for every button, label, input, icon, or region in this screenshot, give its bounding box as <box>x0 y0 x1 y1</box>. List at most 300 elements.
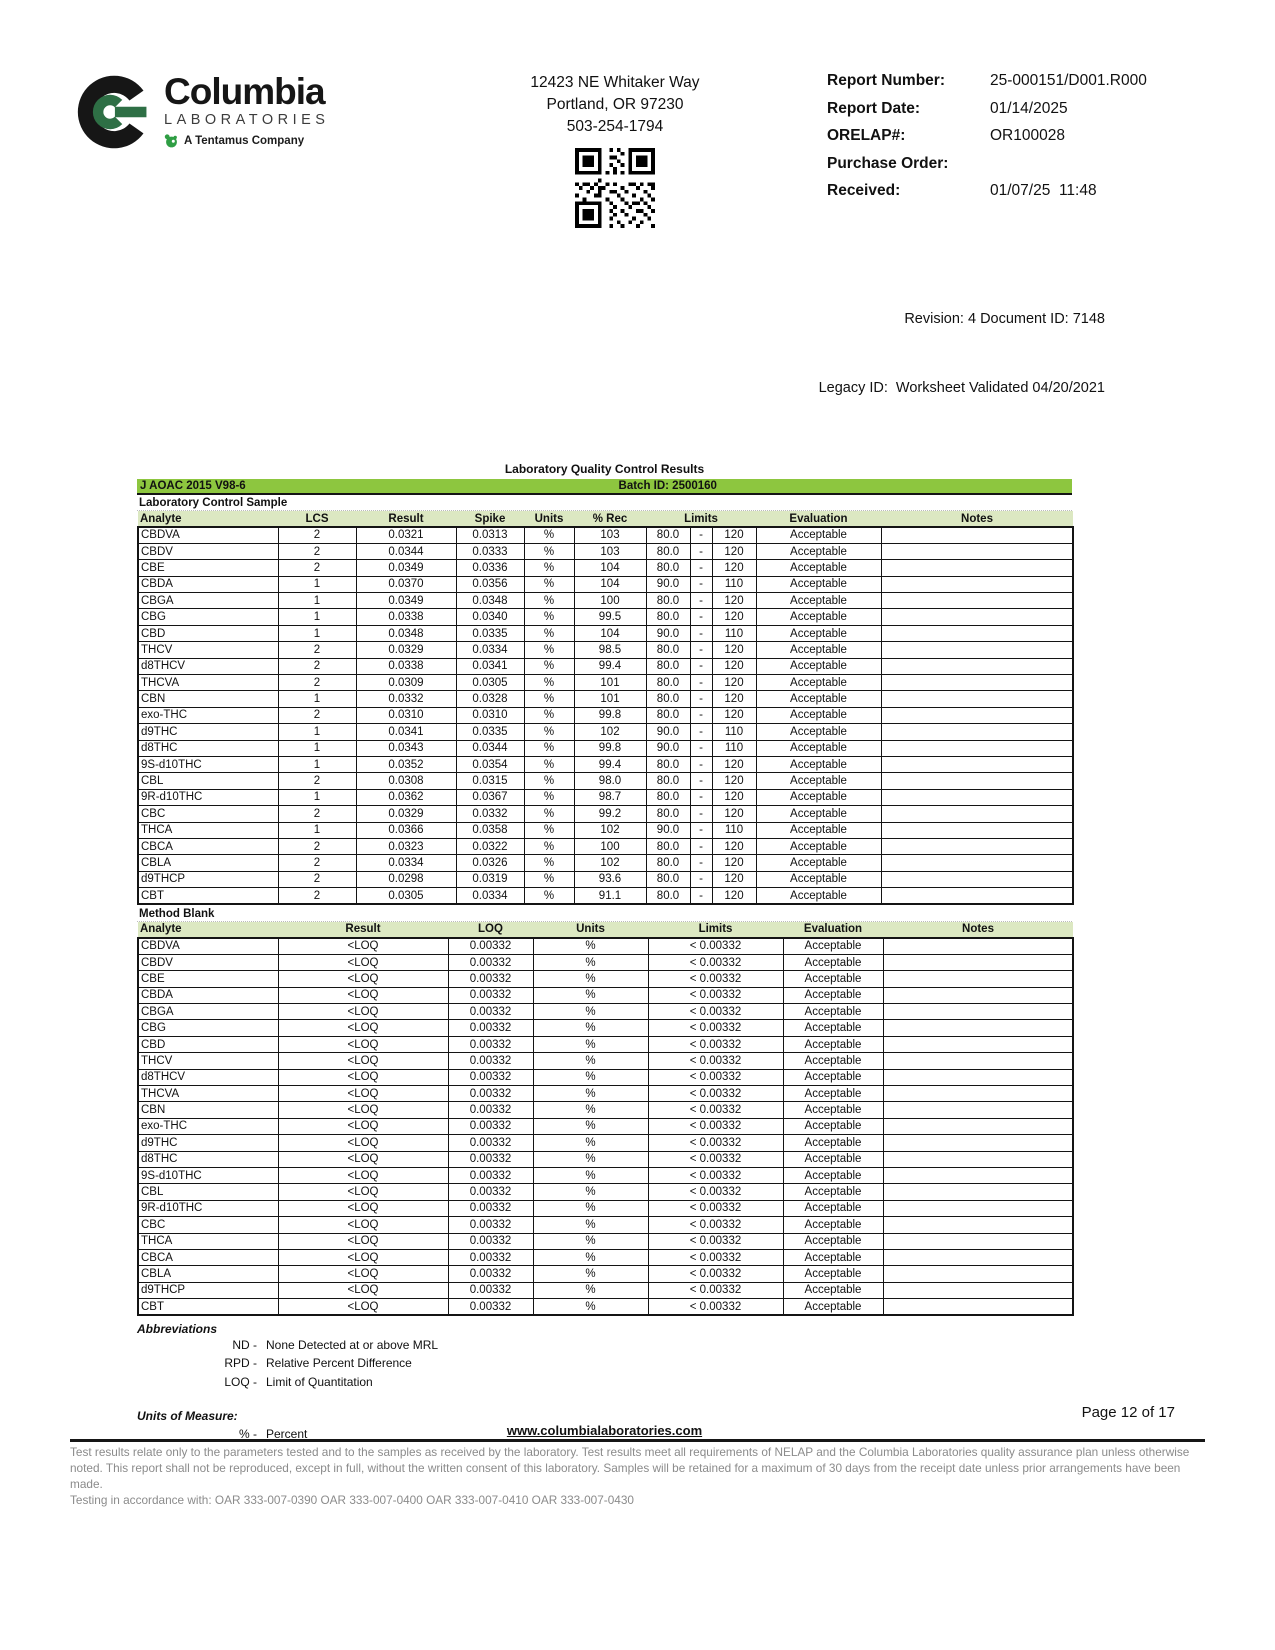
table-cell: < 0.00332 <box>648 1020 783 1036</box>
col-result: Result <box>278 922 448 938</box>
table-cell: % <box>524 789 574 805</box>
col-units: Units <box>533 922 648 938</box>
table-cell <box>883 1004 1073 1020</box>
table-cell: 0.0305 <box>456 675 524 691</box>
table-cell: Acceptable <box>783 1020 883 1036</box>
table-cell: 0.0298 <box>356 871 456 887</box>
table-cell: CBC <box>138 806 278 822</box>
table-cell: - <box>690 625 712 641</box>
table-cell: 9R-d10THC <box>138 1200 278 1216</box>
table-cell: 93.6 <box>574 871 646 887</box>
table-row <box>138 1069 1073 1085</box>
table-cell <box>883 1282 1073 1298</box>
table-cell: % <box>533 1217 648 1233</box>
table-cell: 80.0 <box>646 642 690 658</box>
table-cell: 9S-d10THC <box>138 756 278 772</box>
table-cell: - <box>690 576 712 592</box>
table-cell: 0.0334 <box>356 855 456 871</box>
table-cell <box>881 773 1073 789</box>
table-cell: 101 <box>574 691 646 707</box>
logo-brand: Columbia <box>164 71 325 112</box>
table-cell: % <box>533 1282 648 1298</box>
table-cell: 0.0319 <box>456 871 524 887</box>
table-row <box>138 1249 1073 1265</box>
table-cell: % <box>524 773 574 789</box>
table-cell: 110 <box>712 822 756 838</box>
footer-rule <box>70 1439 1205 1442</box>
table-cell: % <box>533 1020 648 1036</box>
table-cell: 0.0349 <box>356 593 456 609</box>
logo-text <box>164 66 329 148</box>
table-cell: THCA <box>138 822 278 838</box>
table-cell: 2 <box>278 675 356 691</box>
table-cell: Acceptable <box>783 1086 883 1102</box>
col-result: Result <box>356 511 456 527</box>
table-cell: 0.0338 <box>356 658 456 674</box>
table-cell: CBG <box>138 609 278 625</box>
table-cell: - <box>690 806 712 822</box>
table-cell: <LOQ <box>278 1233 448 1249</box>
table-cell <box>881 724 1073 740</box>
table-cell: % <box>524 806 574 822</box>
qc-title: Laboratory Quality Control Results <box>504 462 705 476</box>
table-cell: 0.0310 <box>456 707 524 723</box>
table-cell: 80.0 <box>646 888 690 904</box>
table-cell: Acceptable <box>756 756 881 772</box>
table-cell: Acceptable <box>783 954 883 970</box>
table-row <box>138 1004 1073 1020</box>
table-cell: <LOQ <box>278 1266 448 1282</box>
abbreviation-item <box>137 1354 1205 1373</box>
table-cell: 0.00332 <box>448 1200 533 1216</box>
table-cell: Acceptable <box>756 789 881 805</box>
table-cell: <LOQ <box>278 971 448 987</box>
table-cell: < 0.00332 <box>648 954 783 970</box>
batch-id: Batch ID: 2500160 <box>618 480 717 492</box>
report-info <box>815 66 1205 210</box>
col-notes: Notes <box>881 511 1073 527</box>
report-date-value: 01/14/2025 <box>990 99 1068 117</box>
table-cell: CBD <box>138 1036 278 1052</box>
table-cell <box>881 609 1073 625</box>
table-cell: < 0.00332 <box>648 1217 783 1233</box>
table-cell: 0.0329 <box>356 806 456 822</box>
table-cell: % <box>524 871 574 887</box>
table-cell: 80.0 <box>646 560 690 576</box>
table-cell: 120 <box>712 609 756 625</box>
table-cell: % <box>533 1200 648 1216</box>
table-cell: 2 <box>278 560 356 576</box>
table-cell: 0.00332 <box>448 954 533 970</box>
lcs-section-title: Laboratory Control Sample <box>137 495 1072 511</box>
table-cell: - <box>690 756 712 772</box>
table-cell <box>883 1151 1073 1167</box>
table-cell: 0.0341 <box>356 724 456 740</box>
table-cell: 80.0 <box>646 658 690 674</box>
table-cell: % <box>524 756 574 772</box>
table-cell: % <box>524 888 574 904</box>
table-cell: <LOQ <box>278 1299 448 1315</box>
table-cell: Acceptable <box>756 724 881 740</box>
table-cell: 1 <box>278 724 356 740</box>
table-cell <box>883 1020 1073 1036</box>
table-cell: 0.0341 <box>456 658 524 674</box>
table-cell: 100 <box>574 593 646 609</box>
table-row <box>138 871 1073 887</box>
report-info-row <box>827 100 1205 118</box>
legacy-line: Legacy ID: Worksheet Validated 04/20/2021 <box>818 380 1105 396</box>
table-cell: 9R-d10THC <box>138 789 278 805</box>
table-cell: 104 <box>574 576 646 592</box>
table-row <box>138 971 1073 987</box>
table-cell: Acceptable <box>783 1004 883 1020</box>
table-cell: 80.0 <box>646 675 690 691</box>
table-cell: - <box>690 707 712 723</box>
table-cell: Acceptable <box>756 773 881 789</box>
table-cell: % <box>533 1102 648 1118</box>
report-info-row <box>827 72 1205 90</box>
table-cell: 0.0305 <box>356 888 456 904</box>
report-info-row <box>827 127 1205 145</box>
table-cell: 0.00332 <box>448 1266 533 1282</box>
table-cell: < 0.00332 <box>648 1282 783 1298</box>
table-cell: exo-THC <box>138 1118 278 1134</box>
table-cell: Acceptable <box>756 658 881 674</box>
table-cell: d8THCV <box>138 658 278 674</box>
table-cell: CBT <box>138 1299 278 1315</box>
table-cell: < 0.00332 <box>648 1069 783 1085</box>
table-cell <box>883 1102 1073 1118</box>
table-row <box>138 1282 1073 1298</box>
table-cell: % <box>524 576 574 592</box>
table-cell: - <box>690 724 712 740</box>
table-cell: % <box>524 822 574 838</box>
table-cell: 120 <box>712 527 756 543</box>
table-cell: 90.0 <box>646 724 690 740</box>
table-cell: 80.0 <box>646 789 690 805</box>
table-cell: CBN <box>138 1102 278 1118</box>
table-cell: 99.2 <box>574 806 646 822</box>
accordance-text: Testing in accordance with: OAR 333-007-0390 OAR 333-007-0400 OAR 333-007-0410 OAR 333-007-0430 <box>70 1493 634 1508</box>
col-evaluation: Evaluation <box>756 511 881 527</box>
abbreviations-title: Abbreviations <box>137 1321 218 1336</box>
table-cell: % <box>524 658 574 674</box>
abbr-text: Limit of Quantitation <box>266 1374 373 1389</box>
table-cell: < 0.00332 <box>648 1036 783 1052</box>
table-cell: - <box>690 822 712 838</box>
table-cell: 1 <box>278 625 356 641</box>
table-cell: - <box>690 838 712 854</box>
table-cell: 1 <box>278 756 356 772</box>
table-row <box>138 1299 1073 1315</box>
received-label: Received: <box>827 182 901 199</box>
table-cell: Acceptable <box>756 593 881 609</box>
table-cell: CBCA <box>138 838 278 854</box>
table-cell <box>883 938 1073 954</box>
table-cell: - <box>690 560 712 576</box>
table-cell: 0.0370 <box>356 576 456 592</box>
table-cell: < 0.00332 <box>648 1266 783 1282</box>
table-cell: <LOQ <box>278 1184 448 1200</box>
table-cell: 120 <box>712 675 756 691</box>
table-cell <box>883 1217 1073 1233</box>
table-cell: % <box>533 1135 648 1151</box>
table-cell: % <box>533 1167 648 1183</box>
table-cell: 120 <box>712 838 756 854</box>
table-cell: 120 <box>712 888 756 904</box>
address-line: 503-254-1794 <box>566 118 664 135</box>
table-cell: 120 <box>712 560 756 576</box>
table-cell: 90.0 <box>646 625 690 641</box>
table-cell: Acceptable <box>783 1200 883 1216</box>
table-cell: 0.0335 <box>456 625 524 641</box>
abbr-key: ND - <box>232 1337 257 1352</box>
table-cell: 0.0367 <box>456 789 524 805</box>
table-row <box>138 1036 1073 1052</box>
table-cell: <LOQ <box>278 1004 448 1020</box>
table-cell <box>881 855 1073 871</box>
report-number-label: Report Number: <box>827 72 945 89</box>
table-cell <box>881 838 1073 854</box>
table-cell: 0.0354 <box>456 756 524 772</box>
table-cell: THCVA <box>138 675 278 691</box>
table-cell: 0.00332 <box>448 1004 533 1020</box>
abbreviation-item <box>137 1373 1205 1392</box>
table-cell: 120 <box>712 707 756 723</box>
table-cell: <LOQ <box>278 1053 448 1069</box>
table-cell: Acceptable <box>783 1233 883 1249</box>
table-cell: < 0.00332 <box>648 1233 783 1249</box>
table-cell <box>883 1299 1073 1315</box>
col-limits: Limits <box>646 511 756 527</box>
table-cell: CBDA <box>138 987 278 1003</box>
table-row <box>138 707 1073 723</box>
table-cell: Acceptable <box>756 740 881 756</box>
table-cell: CBL <box>138 773 278 789</box>
website-link[interactable]: www.columbialaboratories.com <box>506 1423 703 1438</box>
table-cell: 2 <box>278 888 356 904</box>
table-cell: 102 <box>574 822 646 838</box>
table-cell: 80.0 <box>646 707 690 723</box>
table-cell <box>883 1118 1073 1134</box>
table-row <box>138 642 1073 658</box>
table-cell <box>881 822 1073 838</box>
table-cell: CBC <box>138 1217 278 1233</box>
table-cell: - <box>690 871 712 887</box>
table-cell: <LOQ <box>278 938 448 954</box>
table-cell: <LOQ <box>278 1069 448 1085</box>
table-cell: 2 <box>278 527 356 543</box>
table-cell: 98.5 <box>574 642 646 658</box>
purchase-order-label: Purchase Order: <box>827 154 949 172</box>
table-cell: - <box>690 609 712 625</box>
table-cell <box>881 658 1073 674</box>
table-cell: Acceptable <box>783 1266 883 1282</box>
col-spike: Spike <box>456 511 524 527</box>
table-cell <box>883 1184 1073 1200</box>
table-cell: < 0.00332 <box>648 1118 783 1134</box>
table-cell: Acceptable <box>783 1299 883 1315</box>
table-row <box>138 987 1073 1003</box>
table-cell: 80.0 <box>646 871 690 887</box>
table-cell <box>881 560 1073 576</box>
table-row <box>138 1200 1073 1216</box>
report-info-row <box>827 182 1205 200</box>
table-cell <box>881 871 1073 887</box>
table-cell <box>881 806 1073 822</box>
table-cell <box>883 1135 1073 1151</box>
table-cell: Acceptable <box>756 609 881 625</box>
table-cell: 0.0315 <box>456 773 524 789</box>
page-footer <box>0 1404 1275 1509</box>
table-cell: % <box>533 1036 648 1052</box>
tentamus-icon <box>164 134 179 148</box>
table-row <box>138 1118 1073 1134</box>
lcs-table-header <box>138 511 1073 527</box>
table-cell: 120 <box>712 593 756 609</box>
table-cell: 120 <box>712 658 756 674</box>
table-cell: 0.0334 <box>456 888 524 904</box>
table-cell: CBGA <box>138 1004 278 1020</box>
table-cell: % <box>533 1004 648 1020</box>
table-row <box>138 806 1073 822</box>
table-row <box>138 855 1073 871</box>
table-cell: < 0.00332 <box>648 1184 783 1200</box>
table-cell <box>883 1200 1073 1216</box>
table-row <box>138 789 1073 805</box>
table-row <box>138 609 1073 625</box>
table-cell: 110 <box>712 724 756 740</box>
table-cell: CBCA <box>138 1249 278 1265</box>
table-cell: 0.0322 <box>456 838 524 854</box>
table-cell: 0.0340 <box>456 609 524 625</box>
table-cell: 1 <box>278 593 356 609</box>
table-row <box>138 675 1073 691</box>
table-cell: CBDVA <box>138 527 278 543</box>
table-cell: - <box>690 527 712 543</box>
table-cell: - <box>690 675 712 691</box>
table-cell: % <box>533 1266 648 1282</box>
table-cell: 0.0352 <box>356 756 456 772</box>
table-cell: 80.0 <box>646 527 690 543</box>
table-cell <box>881 593 1073 609</box>
qr-code <box>575 148 655 228</box>
table-row <box>138 543 1073 559</box>
table-cell: - <box>690 789 712 805</box>
table-row <box>138 1086 1073 1102</box>
table-cell: < 0.00332 <box>648 1151 783 1167</box>
table-cell: d8THCV <box>138 1069 278 1085</box>
table-cell: 1 <box>278 822 356 838</box>
table-cell: 0.00332 <box>448 1184 533 1200</box>
table-row <box>138 1151 1073 1167</box>
table-cell: 120 <box>712 691 756 707</box>
table-cell <box>881 789 1073 805</box>
table-cell: Acceptable <box>756 527 881 543</box>
table-cell: <LOQ <box>278 1282 448 1298</box>
table-cell: 90.0 <box>646 740 690 756</box>
table-cell <box>883 971 1073 987</box>
table-cell: Acceptable <box>756 543 881 559</box>
table-cell: 0.0326 <box>456 855 524 871</box>
table-cell: d9THC <box>138 1135 278 1151</box>
table-cell: 80.0 <box>646 756 690 772</box>
table-cell: CBT <box>138 888 278 904</box>
table-row <box>138 954 1073 970</box>
table-row <box>138 691 1073 707</box>
table-cell: Acceptable <box>756 625 881 641</box>
columbia-logo <box>70 66 415 158</box>
table-cell: 120 <box>712 642 756 658</box>
table-cell: 0.0358 <box>456 822 524 838</box>
table-cell: 0.0348 <box>356 625 456 641</box>
table-cell: 100 <box>574 838 646 854</box>
table-cell: < 0.00332 <box>648 1299 783 1315</box>
table-cell: 99.4 <box>574 756 646 772</box>
table-cell: d9THCP <box>138 871 278 887</box>
table-cell: % <box>533 1299 648 1315</box>
report-number-value: 25-000151/D001.R000 <box>990 72 1147 89</box>
address-line: Portland, OR 97230 <box>546 96 684 113</box>
table-cell: 0.00332 <box>448 1299 533 1315</box>
table-cell <box>883 1249 1073 1265</box>
table-cell: 0.00332 <box>448 1020 533 1036</box>
disclaimer-text: Test results relate only to the parameters tested and to the samples as received by the laboratory. Test results meet all requirements of NELAP and the Columbia Laboratories quality assurance plan unless otherwise noted. This report shall not be reproduced, except in full, without the written consent of this laboratory. Samples will be retained for a maximum of 30 days from the receipt date unless prior arrangements have been made. <box>70 1445 1190 1491</box>
table-row <box>138 576 1073 592</box>
table-cell <box>883 1266 1073 1282</box>
table-cell: 0.0348 <box>456 593 524 609</box>
table-cell: CBG <box>138 1020 278 1036</box>
table-cell: 103 <box>574 527 646 543</box>
table-cell: 98.0 <box>574 773 646 789</box>
table-cell: Acceptable <box>756 871 881 887</box>
table-cell: < 0.00332 <box>648 1249 783 1265</box>
table-cell: 0.00332 <box>448 1053 533 1069</box>
col-lcs: LCS <box>278 511 356 527</box>
table-cell: - <box>690 593 712 609</box>
col-loq: LOQ <box>448 922 533 938</box>
col-rec: % Rec <box>574 511 646 527</box>
table-cell: 80.0 <box>646 806 690 822</box>
qc-results-section <box>137 462 1072 1316</box>
address-line: 12423 NE Whitaker Way <box>530 74 700 91</box>
table-cell: - <box>690 658 712 674</box>
table-cell: % <box>533 1233 648 1249</box>
table-cell: 0.00332 <box>448 1233 533 1249</box>
table-cell: 0.0349 <box>356 560 456 576</box>
table-cell <box>881 642 1073 658</box>
batch-bar <box>137 479 1072 495</box>
table-cell: 0.0332 <box>356 691 456 707</box>
table-cell: % <box>533 1053 648 1069</box>
table-cell <box>881 625 1073 641</box>
table-cell: % <box>524 838 574 854</box>
table-row <box>138 1167 1073 1183</box>
table-cell: THCV <box>138 1053 278 1069</box>
table-cell: 0.00332 <box>448 987 533 1003</box>
table-cell: 0.00332 <box>448 1086 533 1102</box>
table-cell: 80.0 <box>646 593 690 609</box>
table-cell: 0.00332 <box>448 1282 533 1298</box>
table-cell: 110 <box>712 740 756 756</box>
abbreviation-item <box>137 1336 1205 1355</box>
table-cell: 120 <box>712 789 756 805</box>
table-cell: < 0.00332 <box>648 1135 783 1151</box>
table-cell: Acceptable <box>756 822 881 838</box>
table-cell: % <box>533 1184 648 1200</box>
table-cell: <LOQ <box>278 1135 448 1151</box>
table-cell: 104 <box>574 560 646 576</box>
